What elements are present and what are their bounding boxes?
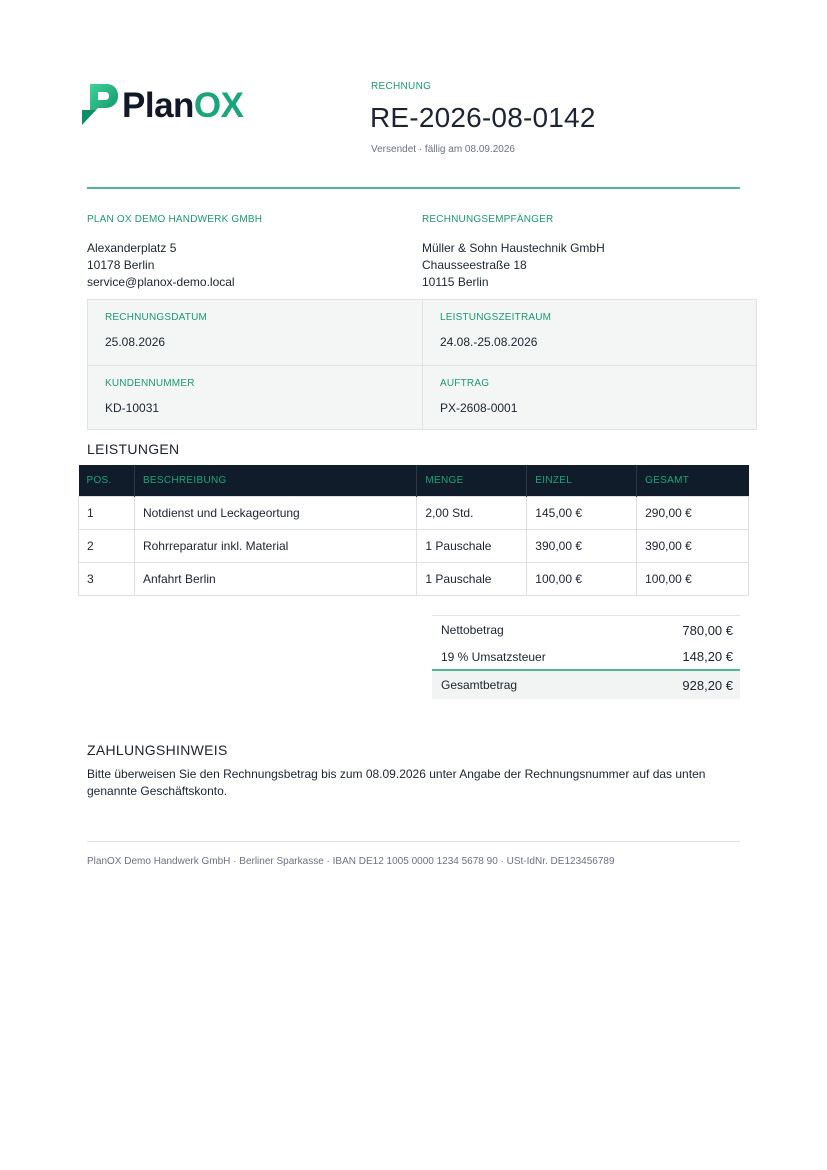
table-header-row	[79, 465, 749, 496]
gross-amount: 928,20 €	[682, 677, 733, 693]
meta-label: AUFTRAG	[440, 378, 490, 389]
table-row	[79, 496, 749, 529]
sender-block	[87, 214, 262, 291]
cell-description: Notdienst und Leckageortung	[134, 496, 416, 529]
planox-logo-mark-icon	[82, 84, 118, 126]
header-divider	[87, 187, 740, 189]
meta-value: PX-2608-0001	[440, 401, 518, 415]
totals-gross-row	[432, 671, 740, 699]
meta-value: 25.08.2026	[105, 335, 166, 349]
invoice-meta-grid	[87, 299, 757, 430]
net-label: Nettobetrag	[441, 623, 504, 637]
cell-unit-price: 145,00 €	[527, 496, 637, 529]
logo-wordmark	[122, 85, 244, 125]
meta-customer-number	[88, 365, 422, 430]
meta-label: LEISTUNGSZEITRAUM	[440, 312, 552, 323]
items-section-title: LEISTUNGEN	[87, 441, 180, 457]
planox-logo	[82, 84, 244, 126]
vat-label: 19 % Umsatzsteuer	[441, 649, 546, 664]
col-header-quantity: MENGE	[417, 465, 527, 496]
meta-label: RECHNUNGSDATUM	[105, 312, 208, 323]
footer-divider	[87, 841, 740, 842]
vat-amount: 148,20 €	[682, 649, 733, 664]
recipient-label: RECHNUNGSEMPFÄNGER	[422, 214, 554, 225]
cell-quantity: 1 Pauschale	[417, 529, 527, 562]
cell-pos: 2	[79, 529, 135, 562]
logo-wordmark-plan: Plan	[122, 85, 194, 125]
col-header-unit-price: EINZEL	[527, 465, 637, 496]
meta-label: KUNDENNUMMER	[105, 378, 195, 389]
net-amount: 780,00 €	[682, 622, 733, 638]
cell-total: 290,00 €	[637, 496, 749, 529]
cell-total: 100,00 €	[637, 562, 749, 595]
cell-description: Anfahrt Berlin	[134, 562, 416, 595]
footer-bank-details: PlanOX Demo Handwerk GmbH · Berliner Sparkasse · IBAN DE12 1005 0000 1234 5678 90 · USt-IdNr. DE123456789	[87, 856, 615, 867]
col-header-pos: POS.	[79, 465, 135, 496]
totals-vat-row	[432, 644, 740, 671]
cell-quantity: 2,00 Std.	[417, 496, 527, 529]
recipient-city: 10115 Berlin	[422, 275, 489, 289]
payment-note: Bitte überweisen Sie den Rechnungsbetrag bis zum 08.09.2026 unter Angabe der Rechnungsnummer auf das unten genannte Geschäftskonto.	[87, 767, 706, 798]
recipient-name: Müller & Sohn Haustechnik GmbH	[422, 241, 605, 255]
cell-pos: 3	[79, 562, 135, 595]
invoice-status: Versendet · fällig am 08.09.2026	[371, 144, 515, 155]
meta-value: KD-10031	[105, 401, 160, 415]
document-kicker: RECHNUNG	[371, 81, 432, 92]
sender-street: Alexanderplatz 5	[87, 241, 177, 255]
cell-pos: 1	[79, 496, 135, 529]
sender-label: PLAN OX DEMO HANDWERK GMBH	[87, 214, 263, 225]
cell-quantity: 1 Pauschale	[417, 562, 527, 595]
table-row	[79, 562, 749, 595]
logo-wordmark-ox: OX	[193, 85, 244, 125]
meta-invoice-date	[88, 300, 422, 365]
invoice-number: RE-2026-08-0142	[370, 102, 596, 133]
gross-label: Gesamtbetrag	[441, 678, 518, 692]
meta-value: 24.08.-25.08.2026	[440, 335, 538, 349]
meta-service-period	[422, 300, 757, 365]
cell-unit-price: 100,00 €	[527, 562, 637, 595]
totals-net-row	[432, 615, 740, 644]
totals-block	[432, 615, 740, 699]
sender-city: 10178 Berlin	[87, 258, 155, 272]
cell-description: Rohrreparatur inkl. Material	[134, 529, 416, 562]
col-header-description: BESCHREIBUNG	[134, 465, 416, 496]
payment-section-title: ZAHLUNGSHINWEIS	[87, 742, 228, 758]
line-items-table	[78, 465, 749, 596]
meta-order	[422, 365, 757, 430]
sender-email: service@planox-demo.local	[87, 275, 235, 289]
col-header-total: GESAMT	[637, 465, 749, 496]
cell-unit-price: 390,00 €	[527, 529, 637, 562]
table-row	[79, 529, 749, 562]
recipient-block	[422, 214, 605, 291]
cell-total: 390,00 €	[637, 529, 749, 562]
recipient-street: Chausseestraße 18	[422, 258, 527, 272]
